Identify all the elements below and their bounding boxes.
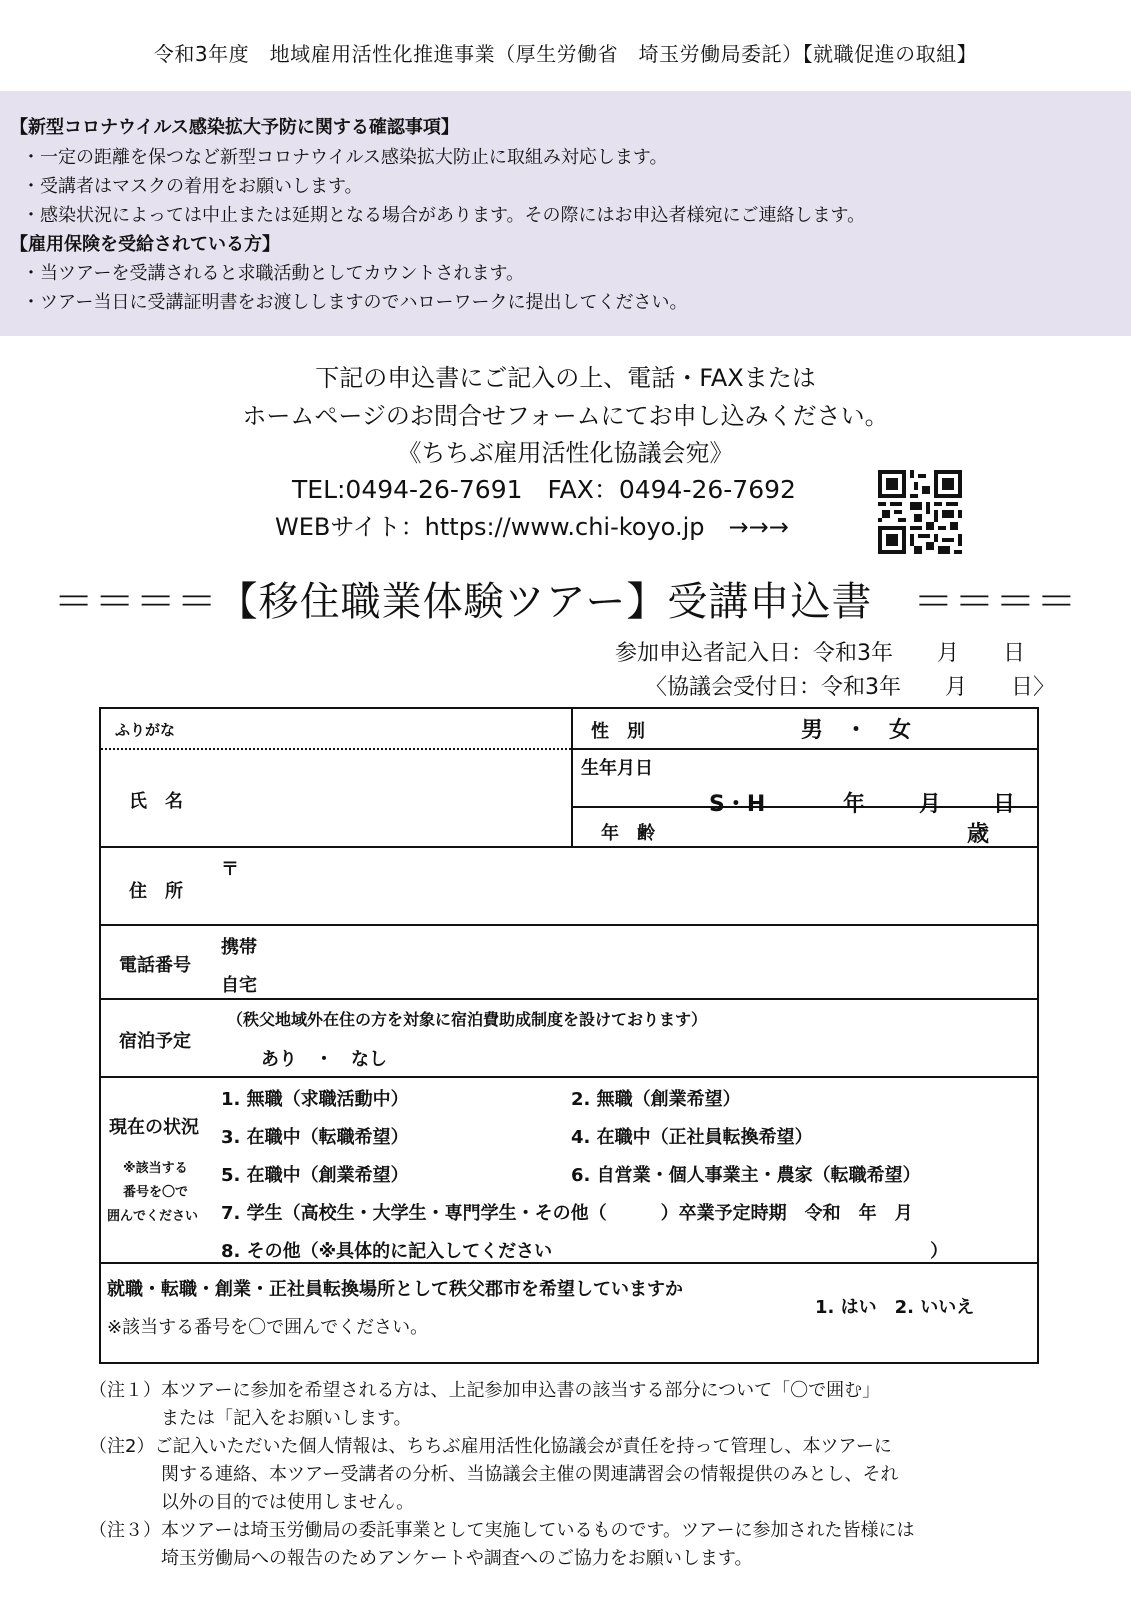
status-option-1[interactable]: 1. 無職（求職活動中）: [221, 1089, 409, 1110]
postal-mark: 〒: [221, 859, 239, 880]
status-note: 囲んでください: [107, 1209, 199, 1224]
covid-notice-item: ・感染状況によっては中止または延期となる場合があります。その際にはお申込者様宛にご連絡します。: [22, 205, 866, 226]
page-header: 令和3年度 地域雇用活性化推進事業（厚生労働省 埼玉労働局委託）【就職促進の取組】: [153, 42, 978, 66]
phone-label: 電話番号: [119, 955, 191, 976]
form-title: ＝＝＝＝【移住職業体験ツアー】受講申込書 ＝＝＝＝: [53, 579, 1078, 625]
status-option-4[interactable]: 4. 在職中（正社員転換希望）: [571, 1127, 813, 1148]
status-option-7[interactable]: 7. 学生（高校生・大学生・専門学生・その他（ ）卒業予定時期 令和 年 月: [221, 1203, 913, 1224]
status-option-5[interactable]: 5. 在職中（創業希望）: [221, 1165, 409, 1186]
footnote-line: 関する連絡、本ツアー受講者の分析、当協議会主催の関連講習会の情報提供のみとし、それ: [89, 1464, 899, 1485]
birth-month-unit: 月: [919, 792, 942, 817]
footnote-line: （注2）ご記入いただいた個人情報は、ちちぶ雇用活性化協議会が責任を持って管理し、本ツアーに: [89, 1436, 892, 1457]
received-date: 〈協議会受付日：令和3年 月 日〉: [645, 675, 1055, 700]
intro-line: 下記の申込書にご記入の上、電話・FAXまたは: [315, 364, 816, 392]
birth-label: 生年月日: [581, 758, 653, 779]
status-label: 現在の状況: [109, 1117, 199, 1138]
chichibu-question: 就職・転職・創業・正社員転換場所として秩父郡市を希望していますか: [107, 1279, 683, 1300]
covid-notice-title: 【新型コロナウイルス感染拡大予防に関する確認事項】: [10, 117, 459, 138]
stay-label: 宿泊予定: [119, 1031, 191, 1052]
covid-notice-item: ・受講者はマスクの着用をお願いします。: [22, 176, 363, 197]
insurance-notice-title: 【雇用保険を受給されている方】: [10, 234, 280, 255]
insurance-notice-item: ・ツアー当日に受講証明書をお渡ししますのでハローワークに提出してください。: [22, 292, 688, 313]
insurance-notice-item: ・当ツアーを受講されると求職活動としてカウントされます。: [22, 263, 525, 284]
chichibu-options[interactable]: 1. はい 2. いいえ: [815, 1297, 975, 1318]
intro-line: ホームページのお問合せフォームにてお申し込みください。: [242, 402, 889, 430]
age-unit: 歳: [967, 822, 990, 847]
address-label: 住 所: [129, 881, 183, 902]
gender-label: 性 別: [591, 721, 645, 742]
status-option-8[interactable]: 8. その他（※具体的に記入してください ）: [221, 1241, 949, 1262]
furigana-label: ふりがな: [115, 721, 176, 739]
contact-numbers: TEL:0494-26-7691 FAX：0494-26-7692: [292, 475, 796, 504]
stay-note: （秩父地域外在住の方を対象に宿泊費助成制度を設けております）: [227, 1010, 708, 1029]
birth-day-unit: 日: [993, 792, 1016, 817]
footnote-line: 埼玉労働局への報告のためアンケートや調査へのご協力をお願いします。: [89, 1548, 753, 1569]
phone-mobile-label: 携帯: [221, 937, 257, 958]
intro-line: 《ちちぶ雇用活性化協議会宛》: [397, 439, 734, 467]
status-option-6[interactable]: 6. 自営業・個人事業主・農家（転職希望）: [571, 1165, 921, 1186]
status-option-2[interactable]: 2. 無職（創業希望）: [571, 1089, 741, 1110]
age-label: 年 齢: [601, 823, 655, 844]
name-label: 氏 名: [129, 791, 183, 812]
footnote-line: 以外の目的では使用しません。: [89, 1492, 415, 1513]
footnote-line: （注１）本ツアーに参加を希望される方は、上記参加申込書の該当する部分について「〇で囲む」: [89, 1380, 881, 1401]
status-note: 番号を〇で: [123, 1185, 189, 1200]
chichibu-note: ※該当する番号を〇で囲んでください。: [107, 1317, 429, 1338]
notice-box: [0, 91, 1131, 336]
stay-options[interactable]: あり ・ なし: [261, 1049, 387, 1070]
footnote-line: （注３）本ツアーは埼玉労働局の委託事業として実施しているものです。ツアーに参加された皆様には: [89, 1520, 915, 1541]
qr-code-icon[interactable]: [878, 470, 962, 554]
status-option-3[interactable]: 3. 在職中（転職希望）: [221, 1127, 409, 1148]
covid-notice-item: ・一定の距離を保つなど新型コロナウイルス感染拡大防止に取組み対応します。: [22, 147, 668, 168]
website-link[interactable]: WEBサイト：https://www.chi-koyo.jp →→→: [275, 513, 789, 541]
applicant-date: 参加申込者記入日：令和3年 月 日: [615, 641, 1025, 666]
footnote-line: または「記入をお願いします。: [89, 1408, 412, 1429]
gender-options[interactable]: 男 ・ 女: [801, 718, 912, 743]
birth-year-unit: 年: [843, 792, 866, 817]
status-note: ※該当する: [123, 1161, 188, 1176]
birth-era-options[interactable]: S・H: [709, 792, 766, 817]
application-form: [99, 707, 1039, 1364]
phone-home-label: 自宅: [221, 975, 257, 996]
